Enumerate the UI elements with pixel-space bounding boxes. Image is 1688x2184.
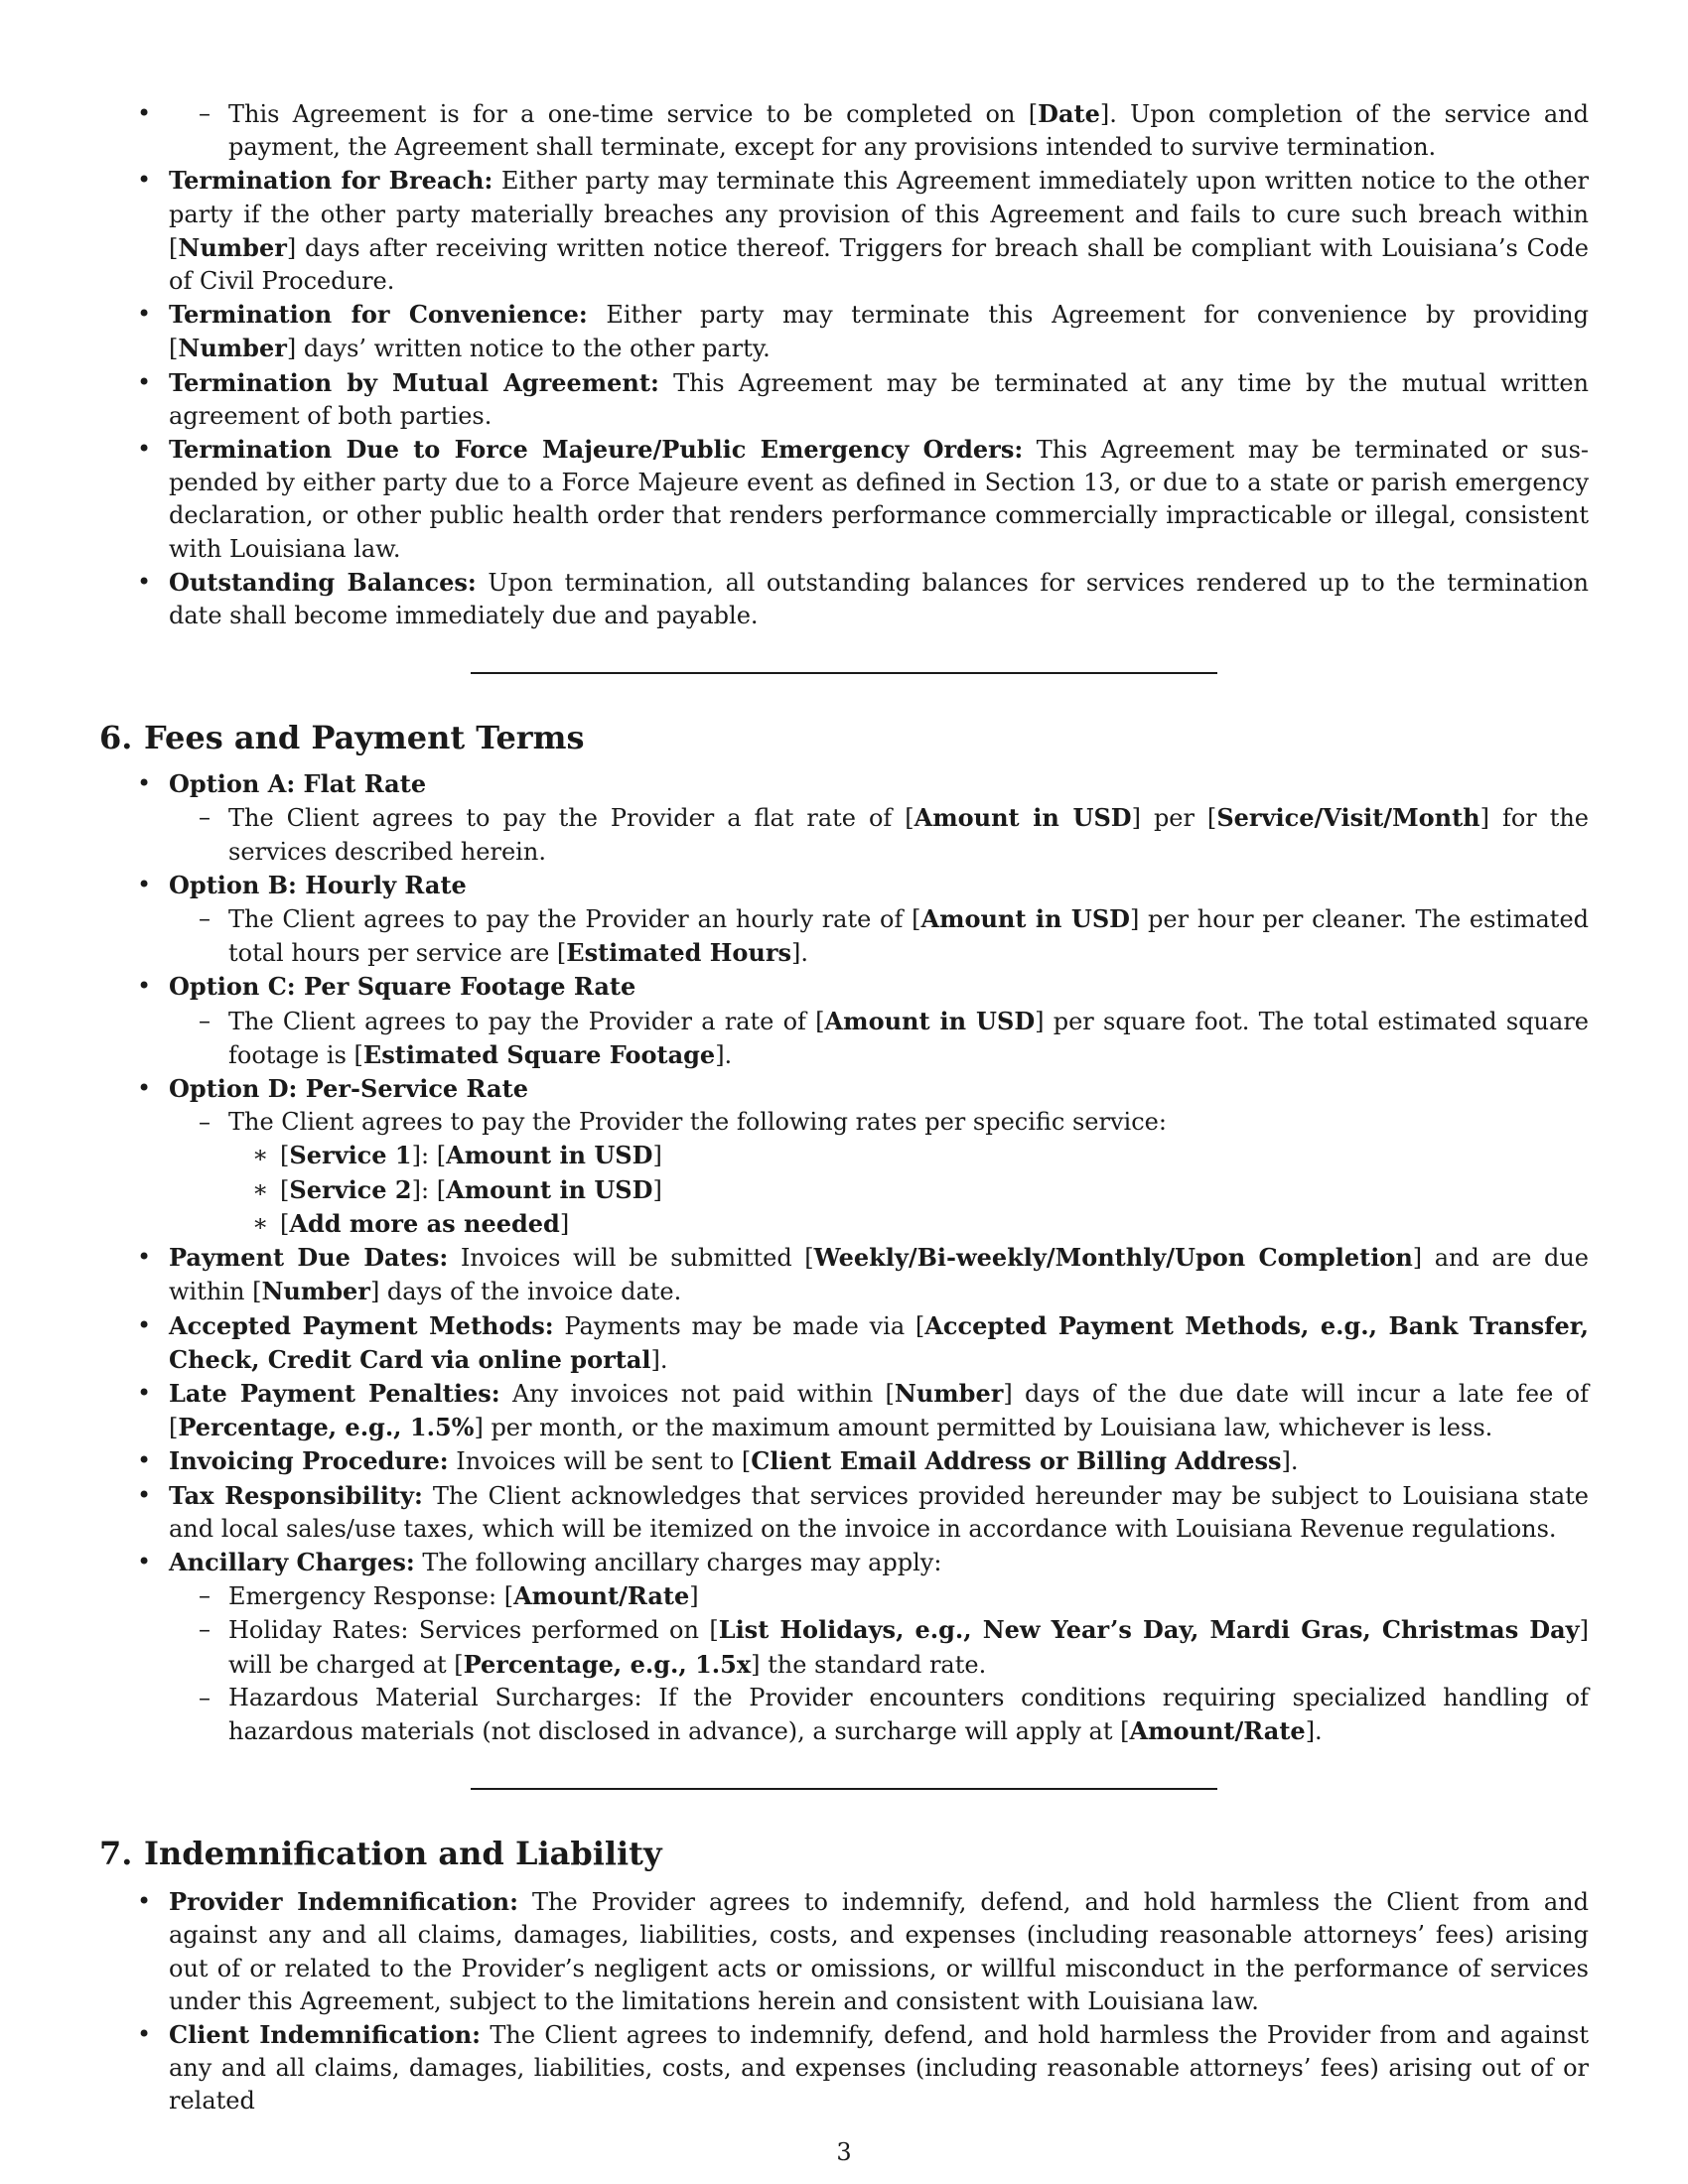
- placeholder: Date: [1038, 99, 1100, 128]
- placeholder: Number: [178, 232, 287, 262]
- provider-indemnification-item: [99, 1885, 1589, 2018]
- service-rate-item: ∗ [Service 1]: [Amount in USD]: [99, 1139, 1589, 1172]
- placeholder: Percentage, e.g., 1.5%: [178, 1413, 475, 1442]
- option-b-item: [99, 869, 1589, 971]
- termination-clauses: [99, 164, 1589, 632]
- placeholder: Number: [894, 1378, 1004, 1408]
- option-label: Option C: Per Square Footage Rate: [169, 972, 636, 1002]
- option-a-item: [99, 767, 1589, 869]
- hazard-item: [99, 1682, 1589, 1748]
- clause-label: Termination by Mutual Agreement:: [169, 367, 659, 397]
- clause-label: Ancillary Charges:: [169, 1547, 415, 1576]
- option-a-sublist: [99, 801, 1589, 868]
- text: ] days after receiving written notice thereof. Triggers for breach shall be compliant with Louisiana’s Code of Civil Procedure.: [169, 233, 1589, 296]
- placeholder: Service 1: [289, 1141, 412, 1170]
- text: ] and are due within [: [169, 1244, 1589, 1306]
- text: ] days’ written notice to the other party.: [286, 335, 771, 363]
- text: ] per square foot. The total estimated square footage is [: [228, 1007, 1589, 1069]
- text: The Client agrees to pay the Provider the following rates per specific service:: [228, 1108, 1167, 1137]
- option-d-text: [99, 1106, 1589, 1241]
- section-number: 7.: [99, 1835, 133, 1873]
- outstanding-balances-item: [99, 566, 1589, 632]
- breach-item: [99, 164, 1589, 298]
- text: Invoices will be submitted [: [448, 1244, 814, 1273]
- placeholder: Weekly/Bi-weekly/Monthly/Upon Completion: [813, 1243, 1413, 1273]
- late-penalties-item: [99, 1377, 1589, 1444]
- placeholder: Amount in USD: [914, 803, 1132, 833]
- horizontal-divider: [471, 672, 1217, 674]
- text: Either party may terminate this Agreement immediately upon written notice to the other party if the other party materially breaches any provision of this Agreement and fails to cure such breach within [: [169, 167, 1589, 262]
- text: The Provider agrees to indemnify, defend, and hold harmless the Client from and against any and all claims, damages, liabilities, costs, and expenses (including reasonable attorneys’ fees) arising out of or related to the Provider’s negligent acts or omissions, or willful misconduct in the performance of services under this Agreement, subject to the limitations herein and consistent with Louisiana law.: [169, 1888, 1589, 2015]
- text: This Agreement may be terminated or suspended by either party due to a Force Majeure event as defined in Section 13, or due to a state or parish emergency declaration, or other public health order that renders performance commercially impracticable or illegal, consistent with Louisiana law.: [169, 436, 1589, 563]
- text: Invoices will be sent to [: [448, 1447, 752, 1476]
- clause-label: Provider Indemnification:: [169, 1887, 518, 1917]
- text: ] days of the due date will incur a late fee of [: [169, 1379, 1589, 1442]
- placeholder: List Holidays, e.g., New Year’s Day, Mardi Gras, Christmas Day: [718, 1615, 1580, 1645]
- text: This Agreement is for a one-time service to be completed on [: [228, 100, 1039, 128]
- text: The following ancillary charges may apply:: [414, 1548, 942, 1576]
- force-majeure-item: [99, 433, 1589, 566]
- clause-label: Tax Responsibility:: [169, 1480, 423, 1510]
- placeholder: Amount in USD: [446, 1141, 653, 1170]
- clause-label: Invoicing Procedure:: [169, 1446, 449, 1476]
- placeholder: Service/Visit/Month: [1216, 803, 1480, 833]
- invoicing-item: [99, 1444, 1589, 1478]
- service-rate-item: ∗ [Service 2]: [Amount in USD]: [99, 1173, 1589, 1207]
- indemnification-list: [99, 1885, 1589, 2117]
- placeholder: Accepted Payment Methods, e.g., Bank Transfer, Check, Credit Card via online portal: [169, 1310, 1589, 1374]
- text: ]: [689, 1582, 699, 1611]
- text: ].: [715, 1040, 733, 1069]
- option-b-text: [99, 902, 1589, 970]
- placeholder: Number: [261, 1277, 370, 1306]
- payment-due-dates-item: [99, 1241, 1589, 1308]
- text: The Client agrees to indemnify, defend, and hold harmless the Provider from and against any and all claims, damages, liabilities, costs, and expenses (including reasonable attorneys’ fees) arising out of or related: [169, 2020, 1589, 2116]
- one-time-termination-item: [99, 97, 1589, 164]
- service-rate-item: ∗ [Add more as needed]: [99, 1207, 1589, 1241]
- text: ] for the services described herein.: [228, 804, 1590, 866]
- text: ].: [1305, 1716, 1323, 1745]
- option-label: Option B: Hourly Rate: [169, 870, 467, 899]
- text: ]. Upon completion of the service and payment, the Agreement shall terminate, except for any provisions intended to survive termination.: [228, 100, 1590, 162]
- tax-item: [99, 1479, 1589, 1546]
- text: Emergency Response: [: [228, 1582, 514, 1611]
- section-heading-fees: [99, 718, 1589, 757]
- document-page: [99, 97, 1589, 2118]
- page-number: 3: [836, 2138, 852, 2166]
- text: ].: [650, 1345, 668, 1374]
- text: ].: [1281, 1447, 1299, 1476]
- placeholder: Client Email Address or Billing Address: [751, 1446, 1282, 1476]
- option-label: Option D: Per-Service Rate: [169, 1074, 528, 1104]
- text: The Client agrees to pay the Provider a rate of [: [228, 1007, 825, 1035]
- placeholder: Add more as needed: [289, 1208, 560, 1238]
- clause-label: Outstanding Balances:: [169, 567, 477, 597]
- option-d-item: [99, 1072, 1589, 1241]
- service-rate-list: [99, 1139, 1589, 1241]
- ancillary-item: [99, 1546, 1589, 1748]
- option-c-sublist: [99, 1005, 1589, 1072]
- placeholder: Amount in USD: [824, 1006, 1036, 1035]
- placeholder: Service 2: [289, 1174, 412, 1204]
- text: Hazardous Material Surcharges: If the Provider encounters conditions requiring specialized handling of hazardous materials (not disclosed in advance), a surcharge will apply at [: [228, 1683, 1589, 1745]
- section-heading-indemnification: [99, 1834, 1589, 1873]
- text: ] per hour per cleaner. The estimated total hours per service are [: [228, 905, 1590, 968]
- option-c-text: [99, 1005, 1589, 1072]
- text: Upon termination, all outstanding balances for services rendered up to the termination date shall become immediately due and payable.: [169, 568, 1590, 630]
- horizontal-divider: [471, 1788, 1217, 1790]
- text: Payments may be made via [: [553, 1311, 925, 1340]
- payment-methods-item: [99, 1309, 1589, 1377]
- client-indemnification-item: [99, 2018, 1589, 2118]
- text: ] the standard rate.: [751, 1650, 987, 1679]
- section-title: Indemnification and Liability: [144, 1835, 662, 1873]
- clause-label: Late Payment Penalties:: [169, 1378, 500, 1408]
- placeholder: Percentage, e.g., 1.5x: [463, 1649, 752, 1679]
- text: The Client agrees to pay the Provider an hourly rate of [: [228, 905, 921, 934]
- clause-label: Client Indemnification:: [169, 2019, 482, 2049]
- placeholder: Number: [178, 334, 287, 363]
- emergency-item: [99, 1579, 1589, 1613]
- text: ] will be charged at [: [228, 1616, 1589, 1679]
- text: ] days of the invoice date.: [369, 1278, 682, 1306]
- convenience-item: [99, 298, 1589, 365]
- option-label: Option A: Flat Rate: [169, 769, 427, 799]
- text: Holiday Rates: Services performed on [: [228, 1616, 719, 1645]
- clause-label: Termination Due to Force Majeure/Public Emergency Orders:: [169, 435, 1024, 465]
- dash-marker: • –: [199, 99, 211, 127]
- option-d-sublist: [99, 1106, 1589, 1241]
- clause-label: Termination for Convenience:: [169, 300, 588, 330]
- option-c-item: [99, 970, 1589, 1072]
- option-b-sublist: [99, 902, 1589, 970]
- section-title: Fees and Payment Terms: [144, 719, 585, 757]
- text: Either party may terminate this Agreement for convenience by providing [: [169, 301, 1589, 363]
- text: The Client acknowledges that services provided hereunder may be subject to Louisiana state and local sales/use taxes, which will be itemized on the invoice in accordance with Louisiana Revenue regulations.: [169, 1481, 1589, 1543]
- section-number: 6.: [99, 719, 133, 757]
- clause-label: Payment Due Dates:: [169, 1243, 449, 1273]
- clause-label: Termination for Breach:: [169, 166, 493, 196]
- placeholder: Estimated Square Footage: [362, 1039, 716, 1069]
- placeholder: Estimated Hours: [566, 938, 792, 968]
- placeholder: Amount/Rate: [513, 1581, 690, 1611]
- ancillary-sublist: [99, 1579, 1589, 1748]
- placeholder: Amount in USD: [446, 1174, 653, 1204]
- placeholder: Amount/Rate: [1129, 1715, 1306, 1745]
- placeholder: Amount in USD: [920, 904, 1130, 934]
- holiday-item: [99, 1613, 1589, 1681]
- fees-list: [99, 767, 1589, 1748]
- option-a-text: [99, 801, 1589, 868]
- text: This Agreement may be terminated at any time by the mutual written agreement of both parties.: [169, 368, 1589, 430]
- termination-list: [99, 97, 1589, 164]
- text: Any invoices not paid within [: [499, 1379, 895, 1408]
- clause-label: Accepted Payment Methods:: [169, 1310, 554, 1340]
- mutual-item: [99, 366, 1589, 433]
- text: ].: [791, 939, 809, 968]
- text: ] per month, or the maximum amount permitted by Louisiana law, whichever is less.: [474, 1414, 1493, 1442]
- text: The Client agrees to pay the Provider a flat rate of [: [228, 804, 914, 833]
- text: ] per [: [1131, 804, 1217, 833]
